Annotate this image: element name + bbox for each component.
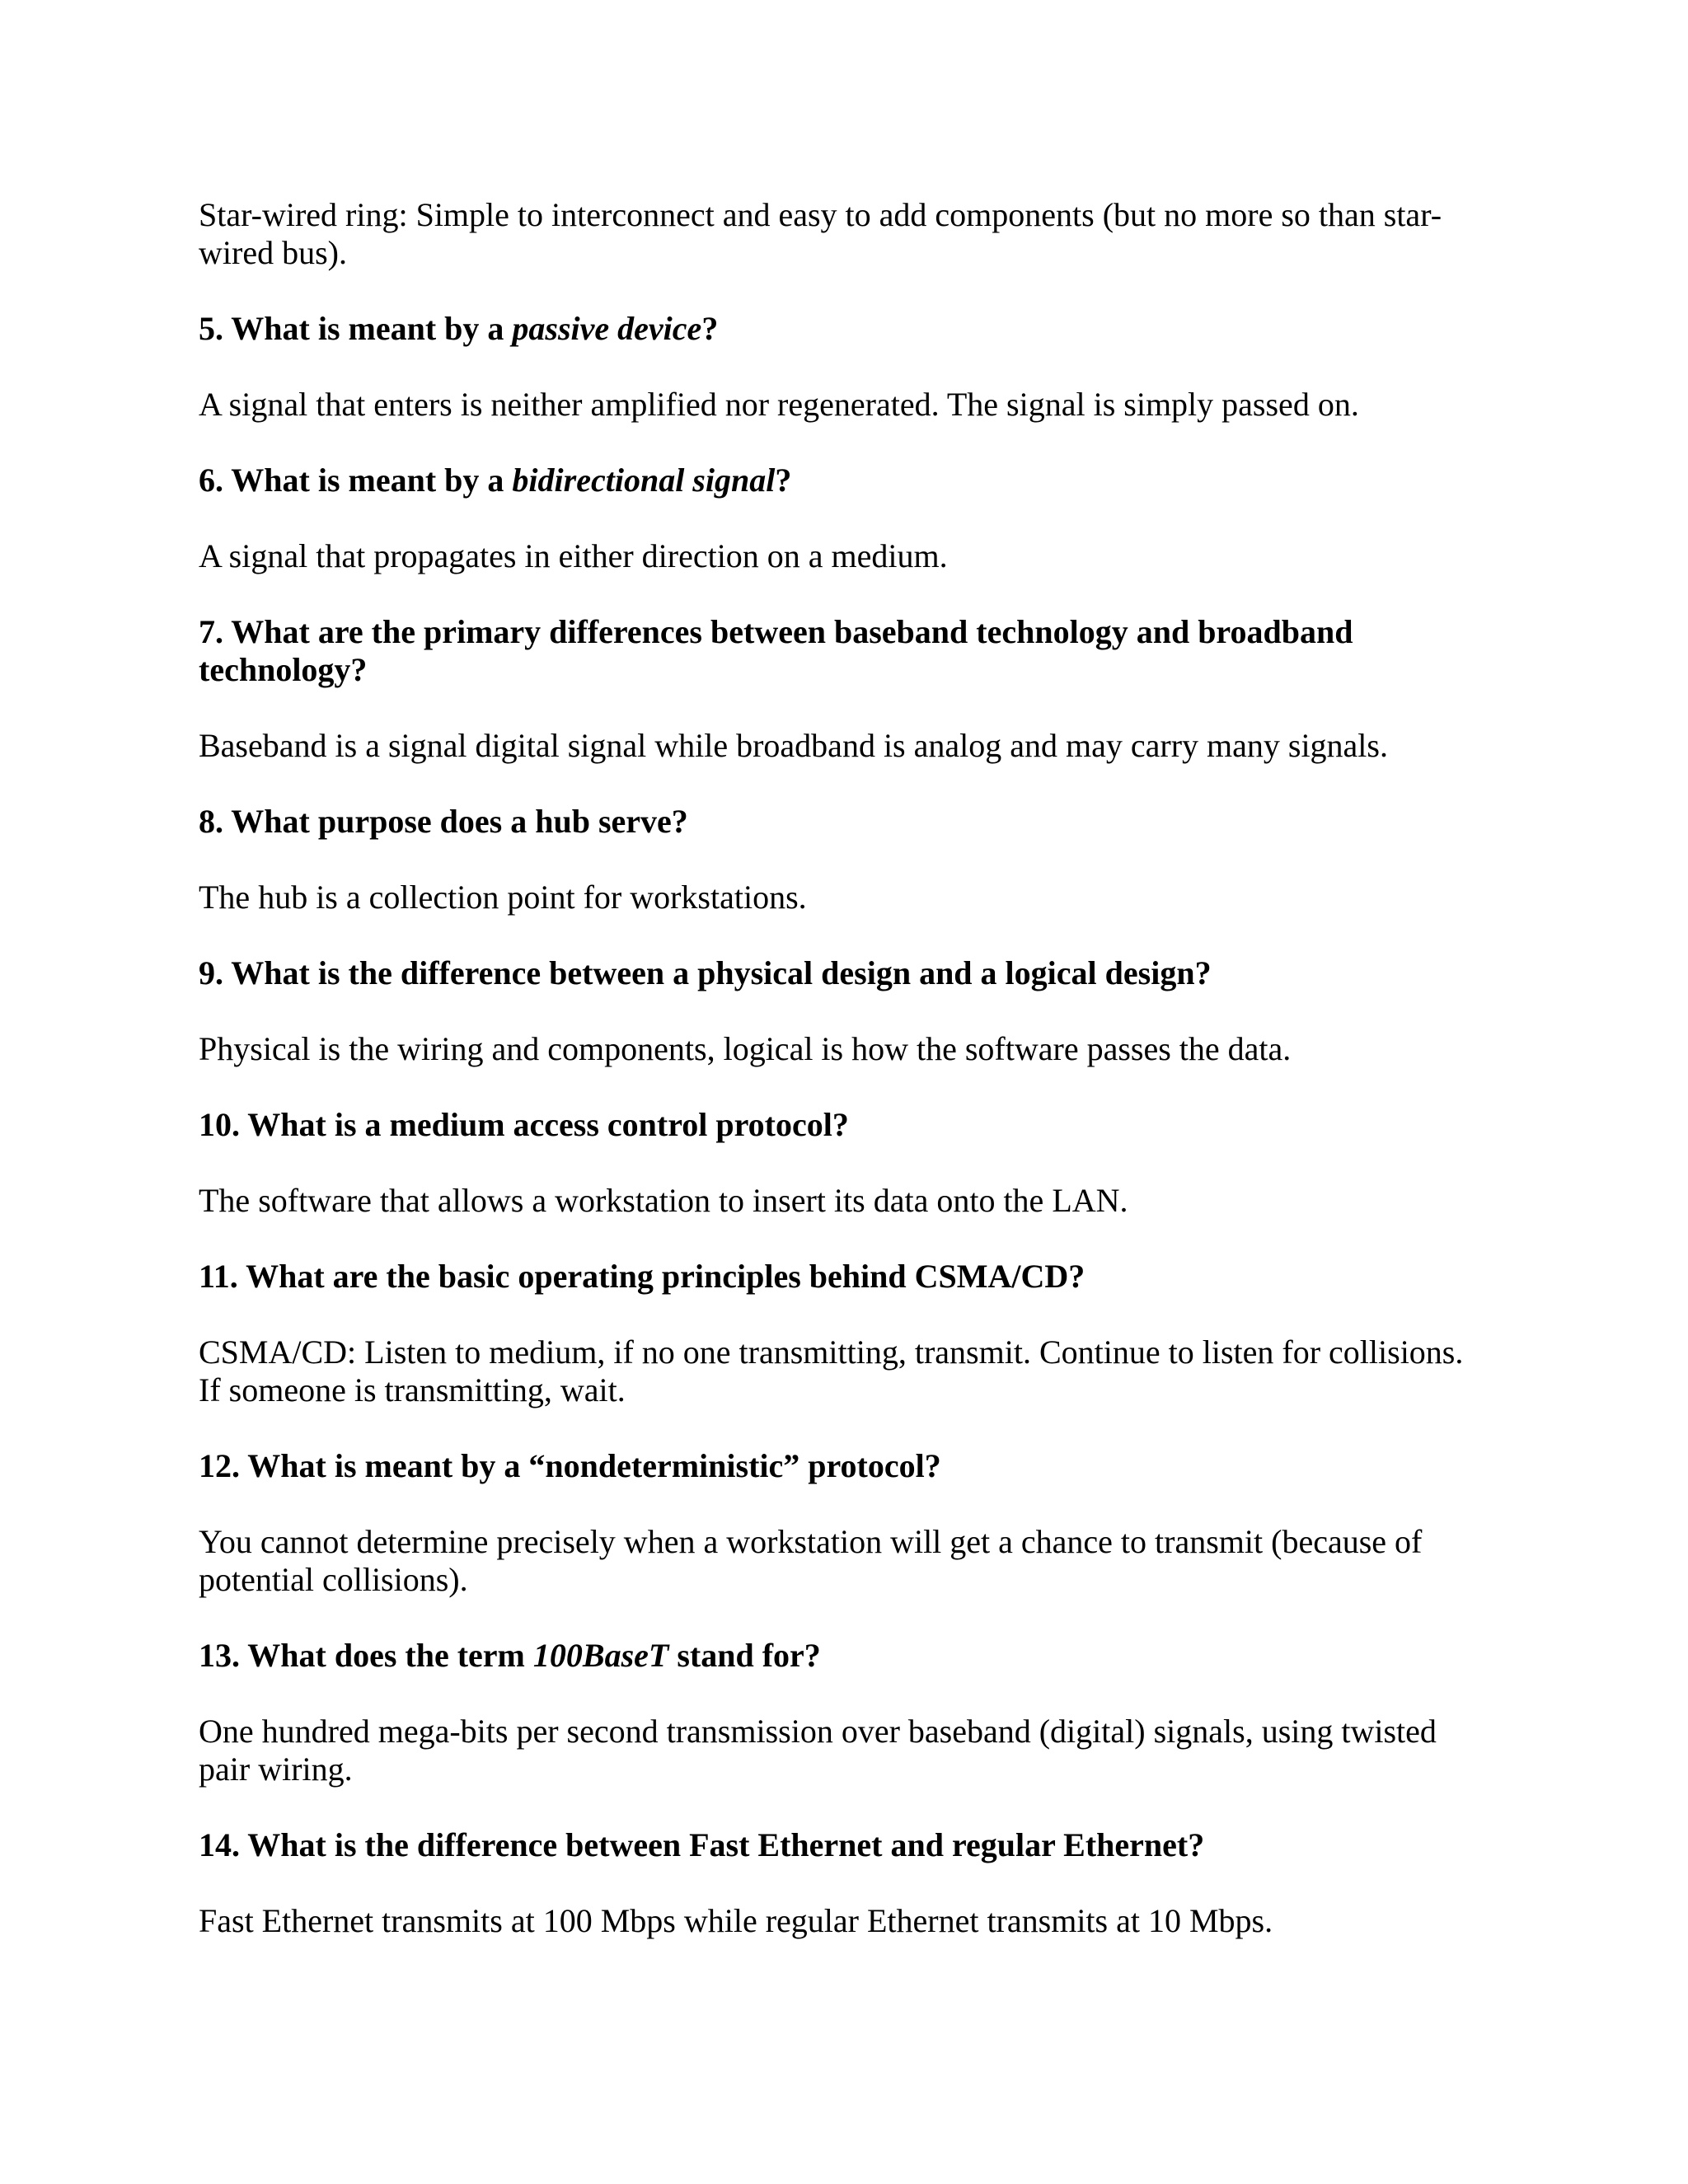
answer-5: A signal that enters is neither amplified nor regenerated. The signal is simply passed on.: [199, 386, 1359, 423]
question-6-term: bidirectional signal: [512, 462, 776, 499]
answer-14: Fast Ethernet transmits at 100 Mbps while regular Ethernet transmits at 10 Mbps.: [199, 1902, 1273, 1939]
question-6-mark: ?: [775, 462, 792, 499]
intro-paragraph: Star-wired ring: Simple to interconnect and easy to add components (but no more so than star-wired bus).: [199, 196, 1442, 271]
answer-10: The software that allows a workstation to insert its data onto the LAN.: [199, 1182, 1128, 1219]
question-5-text: 5. What is meant by a: [199, 310, 513, 347]
question-13-rest: stand for?: [668, 1637, 821, 1674]
question-13-term: 100BaseT: [532, 1637, 669, 1674]
question-10: 10. What is a medium access control protocol?: [199, 1106, 849, 1143]
answer-9: Physical is the wiring and components, logical is how the software passes the data.: [199, 1030, 1292, 1067]
question-13-text: 13. What does the term: [199, 1637, 533, 1674]
question-6: [199, 462, 1468, 499]
question-9: 9. What is the difference between a physical design and a logical design?: [199, 954, 1212, 991]
answer-8: The hub is a collection point for workstations.: [199, 879, 807, 916]
answer-12: You cannot determine precisely when a workstation will get a chance to transmit (because of potential collisions).: [199, 1523, 1423, 1598]
question-13: [199, 1637, 1468, 1675]
question-6-text: 6. What is meant by a: [199, 462, 513, 499]
question-11: 11. What are the basic operating principles behind CSMA/CD?: [199, 1258, 1085, 1295]
question-5-term: passive device: [512, 310, 702, 347]
answer-13: One hundred mega-bits per second transmission over baseband (digital) signals, using twisted pair wiring.: [199, 1713, 1437, 1788]
question-12: 12. What is meant by a “nondeterministic” protocol?: [199, 1447, 941, 1484]
question-5: [199, 310, 1468, 348]
answer-6: A signal that propagates in either direction on a medium.: [199, 537, 948, 574]
question-5-mark: ?: [701, 310, 719, 347]
answer-11: CSMA/CD: Listen to medium, if no one transmitting, transmit. Continue to listen for collisions. If someone is transmitting, wait.: [199, 1333, 1464, 1408]
question-14: 14. What is the difference between Fast Ethernet and regular Ethernet?: [199, 1826, 1205, 1863]
document-body: [199, 196, 1468, 1978]
question-7: 7. What are the primary differences between baseband technology and broadband technology?: [199, 613, 1353, 688]
question-8: 8. What purpose does a hub serve?: [199, 803, 688, 840]
answer-7: Baseband is a signal digital signal while broadband is analog and may carry many signals.: [199, 727, 1388, 764]
